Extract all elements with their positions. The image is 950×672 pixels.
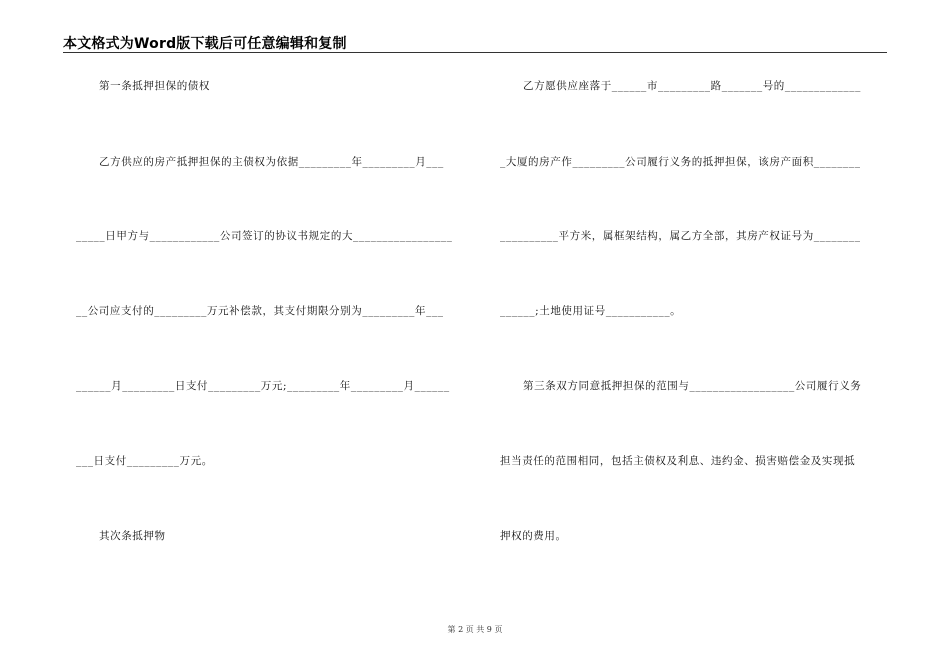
- left-line-1: 第一条抵押担保的债权: [99, 80, 210, 92]
- left-line-4: __公司应支付的_________万元补偿款，其支付期限分别为_________年___: [76, 305, 444, 317]
- left-line-7: 其次条抵押物: [99, 530, 166, 542]
- right-line-7: 押权的费用。: [500, 530, 567, 542]
- header-divider: [63, 52, 887, 53]
- left-line-6: ___日支付_________万元。: [76, 455, 213, 467]
- right-line-3: __________平方米，属框架结构，属乙方全部，其房产权证号为________: [500, 230, 861, 242]
- right-line-5: 第三条双方同意抵押担保的范围与__________________公司履行义务: [523, 380, 862, 392]
- header-title: 本文格式为Word版下载后可任意编辑和复制: [63, 36, 347, 52]
- right-line-4: ______;土地使用证号___________。: [500, 305, 682, 317]
- page-number-footer: 第 2 页 共 9 页: [447, 625, 503, 634]
- right-line-1: 乙方愿供应座落于______市_________路_______号的_____________: [523, 80, 861, 92]
- right-line-6: 担当责任的范围相同，包括主债权及利息、违约金、损害赔偿金及实现抵: [500, 455, 856, 467]
- left-line-5: ______月_________日支付_________万元;_________年_________月______: [76, 380, 450, 392]
- right-line-2: _大厦的房产作_________公司履行义务的抵押担保，该房产面积________: [500, 156, 861, 168]
- left-line-3: _____日甲方与____________公司签订的协议书规定的大_________________: [76, 230, 453, 242]
- left-line-2: 乙方供应的房产抵押担保的主债权为依据_________年_________月___: [99, 156, 444, 168]
